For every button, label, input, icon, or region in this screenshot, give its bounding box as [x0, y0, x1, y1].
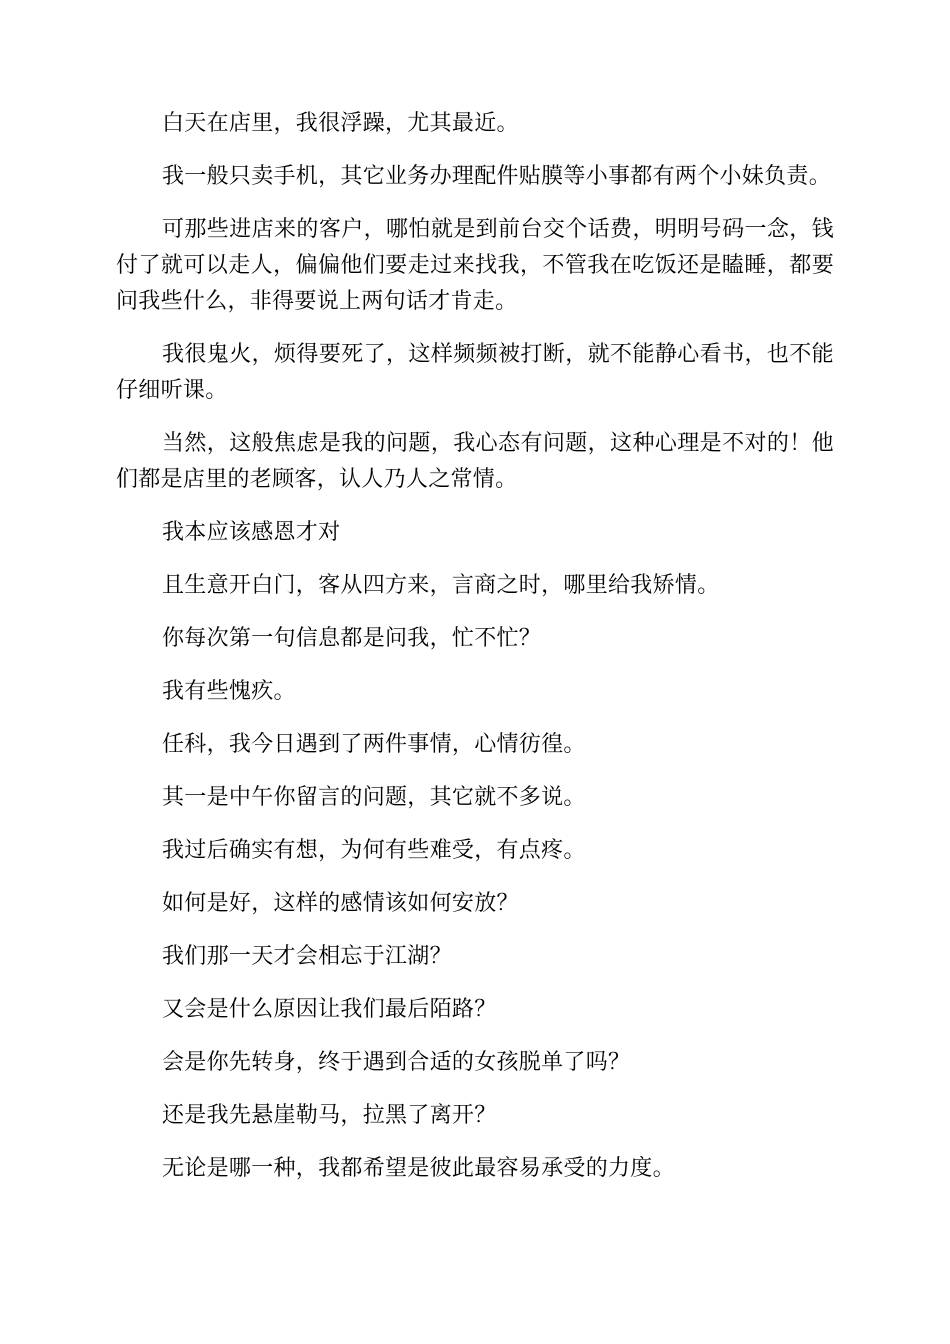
- paragraph: 且生意开白门，客从四方来，言商之时，哪里给我矫情。: [162, 573, 720, 598]
- paragraph: 如何是好，这样的感情该如何安放？: [162, 891, 519, 916]
- paragraph: 我们那一天才会相忘于江湖？: [162, 944, 452, 969]
- paragraph: 白天在店里，我很浮躁，尤其最近。: [162, 111, 519, 136]
- paragraph: 我过后确实有想，为何有些难受，有点疼。: [162, 838, 586, 863]
- paragraph: 当然，这般焦虑是我的问题，我心态有问题，这种心理是不对的！他们都是店里的老顾客，认人乃人之常情。: [116, 431, 834, 492]
- paragraph: 其一是中午你留言的问题，其它就不多说。: [162, 785, 586, 810]
- paragraph: 任科，我今日遇到了两件事情，心情彷徨。: [162, 732, 586, 757]
- paragraph: 你每次第一句信息都是问我，忙不忙？: [162, 626, 542, 651]
- paragraph: 可那些进店来的客户，哪怕就是到前台交个话费，明明号码一念，钱付了就可以走人，偏偏他们要走过来找我，不管我在吃饭还是瞌睡，都要问我些什么，非得要说上两句话才肯走。: [116, 217, 834, 314]
- paragraph: 我有些愧疚。: [162, 679, 296, 704]
- paragraph: 会是你先转身，终于遇到合适的女孩脱单了吗？: [162, 1050, 631, 1075]
- paragraph: 我很鬼火，烦得要死了，这样频频被打断，就不能静心看书，也不能仔细听课。: [116, 342, 834, 403]
- paragraph: 还是我先悬崖勒马，拉黑了离开？: [162, 1103, 497, 1128]
- paragraph: 我本应该感恩才对: [162, 520, 341, 545]
- paragraph: 我一般只卖手机，其它业务办理配件贴膜等小事都有两个小妹负责。: [162, 164, 832, 189]
- paragraph: 又会是什么原因让我们最后陌路？: [162, 997, 497, 1022]
- paragraph: 无论是哪一种，我都希望是彼此最容易承受的力度。: [162, 1156, 675, 1181]
- document-body: [116, 106, 834, 1187]
